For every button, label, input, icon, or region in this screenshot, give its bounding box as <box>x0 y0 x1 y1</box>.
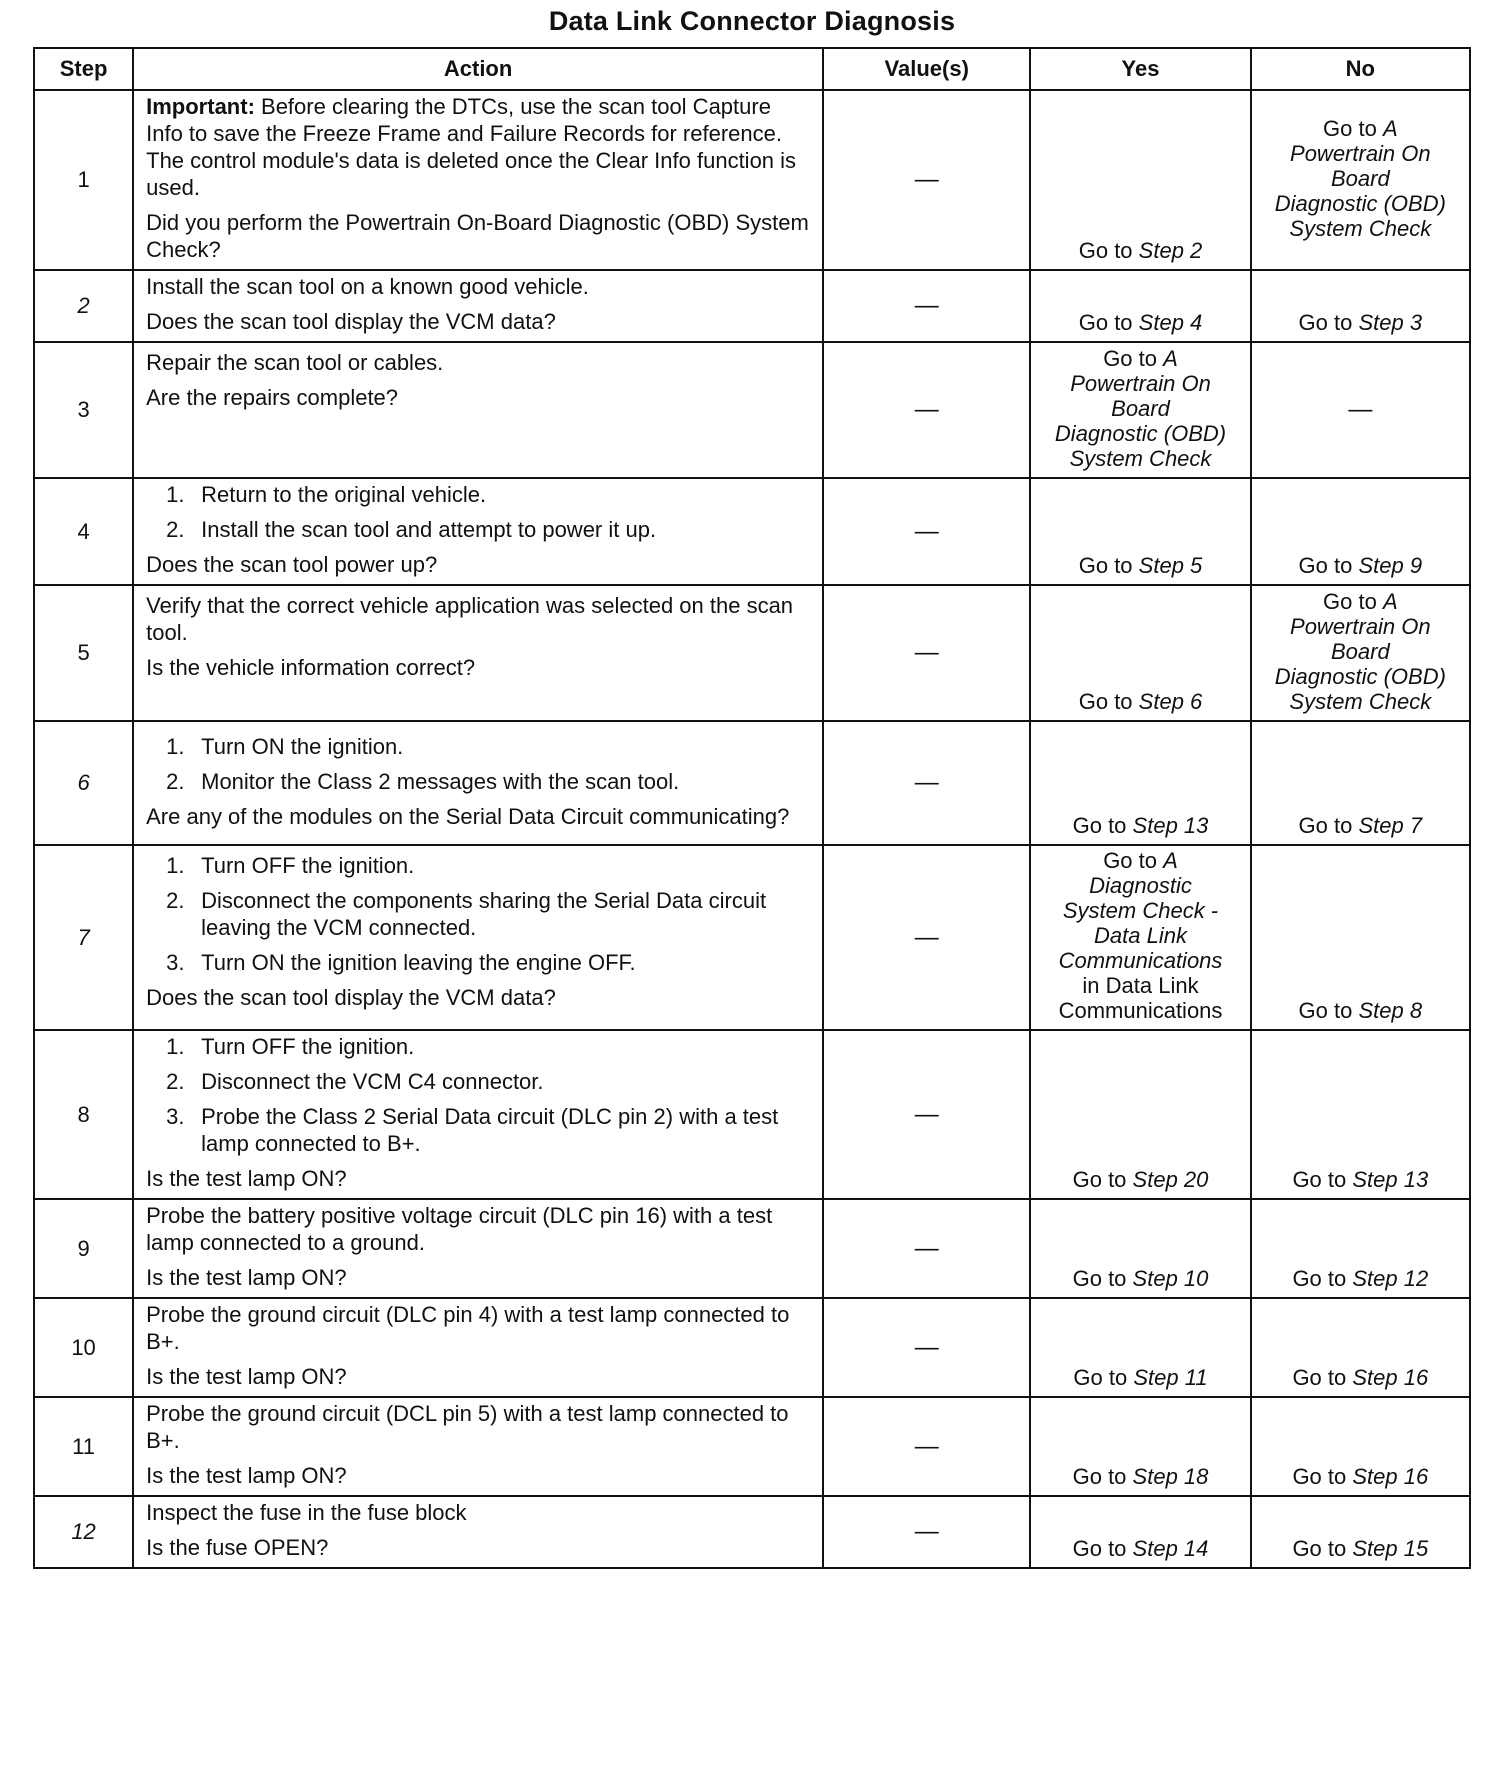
value-cell: — <box>823 1199 1030 1298</box>
question-text: Is the test lamp ON? <box>146 1265 347 1290</box>
step-number: 11 <box>34 1397 133 1496</box>
no-cell: — <box>1251 342 1470 478</box>
header-row <box>34 48 1470 90</box>
yes-cell <box>1030 270 1250 342</box>
action-cell <box>133 90 823 270</box>
no-cell <box>1251 585 1470 721</box>
value-cell: — <box>823 1496 1030 1568</box>
value-cell: — <box>823 270 1030 342</box>
goto-text: Go to <box>1298 553 1353 578</box>
yes-cell <box>1030 845 1250 1030</box>
diag-check-link[interactable]: System Check - <box>1062 898 1219 923</box>
goto-text: Go to <box>1078 238 1133 263</box>
goto-text: Go to <box>1072 1167 1127 1192</box>
step-number: 9 <box>34 1199 133 1298</box>
step-ref[interactable]: Step 14 <box>1132 1536 1209 1561</box>
header-values: Value(s) <box>823 48 1030 90</box>
goto-text: Go to <box>1292 1266 1347 1291</box>
step-ref[interactable]: Step 18 <box>1132 1464 1209 1489</box>
question-text: Is the fuse OPEN? <box>146 1535 329 1560</box>
list-item: 2. Disconnect the VCM C4 connector. <box>166 1069 544 1094</box>
table-row <box>34 1030 1470 1199</box>
table-row <box>34 845 1470 1030</box>
diag-check-link[interactable]: A <box>1163 848 1178 873</box>
action-cell <box>133 585 823 721</box>
goto-text: Go to <box>1072 1266 1127 1291</box>
action-list <box>146 1033 812 1157</box>
obd-check-link[interactable]: Diagnostic (OBD) <box>1274 190 1446 216</box>
diag-check-link[interactable]: Diagnostic <box>1089 873 1192 898</box>
goto-text: Go to <box>1073 1365 1128 1390</box>
goto-text: Go to <box>1078 553 1133 578</box>
step-number: 4 <box>34 478 133 585</box>
no-cell <box>1251 90 1470 270</box>
no-cell <box>1251 1397 1470 1496</box>
obd-check-link[interactable]: Powertrain On <box>1070 370 1211 396</box>
step-number: 3 <box>34 342 133 478</box>
goto-text: Go to <box>1292 1464 1347 1489</box>
step-ref[interactable]: Step 4 <box>1138 310 1203 335</box>
obd-check-link[interactable]: Board <box>1330 165 1390 191</box>
list-item: 2. Install the scan tool and attempt to power it up. <box>166 517 657 542</box>
yes-cell <box>1030 478 1250 585</box>
goto-text: Go to <box>1323 588 1377 614</box>
header-yes: Yes <box>1030 48 1250 90</box>
yes-cell <box>1030 1298 1250 1397</box>
list-item: 1. Turn OFF the ignition. <box>166 853 415 878</box>
action-text: Verify that the correct vehicle application was selected on the scan tool. <box>146 593 794 645</box>
action-cell <box>133 1030 823 1199</box>
question-text: Are any of the modules on the Serial Data Circuit communicating? <box>146 803 790 829</box>
value-cell: — <box>823 845 1030 1030</box>
action-text: Inspect the fuse in the fuse block <box>146 1500 467 1525</box>
goto-text: Go to <box>1298 813 1353 838</box>
goto-text: Go to <box>1298 310 1353 335</box>
question-text: Is the test lamp ON? <box>146 1463 347 1488</box>
no-cell <box>1251 270 1470 342</box>
value-cell: — <box>823 1030 1030 1199</box>
action-cell <box>133 478 823 585</box>
value-cell: — <box>823 90 1030 270</box>
step-ref[interactable]: Step 11 <box>1133 1365 1208 1390</box>
action-cell <box>133 1199 823 1298</box>
page-title: Data Link Connector Diagnosis <box>548 6 956 36</box>
goto-text: Go to <box>1103 345 1157 371</box>
no-cell <box>1251 1496 1470 1568</box>
value-cell: — <box>823 1298 1030 1397</box>
yes-cell <box>1030 721 1250 845</box>
value-cell: — <box>823 585 1030 721</box>
obd-check-link[interactable]: A <box>1163 345 1178 371</box>
step-ref[interactable]: Step 15 <box>1352 1536 1429 1561</box>
action-text: Probe the ground circuit (DLC pin 4) with a test lamp connected to B+. <box>146 1302 790 1354</box>
list-item: 3. Probe the Class 2 Serial Data circuit (DLC pin 2) with a test lamp connected to B+. <box>166 1104 779 1156</box>
yes-cell <box>1030 1397 1250 1496</box>
no-cell <box>1251 478 1470 585</box>
obd-check-link[interactable]: System Check <box>1289 688 1432 714</box>
table-row <box>34 90 1470 270</box>
no-cell <box>1251 1030 1470 1199</box>
step-number: 1 <box>34 90 133 270</box>
goto-text: Go to <box>1072 1464 1127 1489</box>
value-cell: — <box>823 721 1030 845</box>
obd-check-link[interactable]: System Check <box>1289 215 1432 241</box>
table-row <box>34 478 1470 585</box>
action-text: Probe the battery positive voltage circuit (DLC pin 16) with a test lamp connected to a ground. <box>146 1203 773 1255</box>
goto-text: Go to <box>1072 1536 1127 1561</box>
step-ref[interactable]: Step 16 <box>1352 1365 1429 1390</box>
goto-text: Go to <box>1103 848 1157 873</box>
action-text: Probe the ground circuit (DCL pin 5) with a test lamp connected to B+. <box>146 1401 789 1453</box>
action-cell <box>133 845 823 1030</box>
value-cell: — <box>823 1397 1030 1496</box>
obd-check-link[interactable]: Powertrain On <box>1290 140 1431 166</box>
step-ref[interactable]: Step 16 <box>1352 1464 1429 1489</box>
step-ref[interactable]: Step 12 <box>1352 1266 1429 1291</box>
action-cell <box>133 721 823 845</box>
yes-cell <box>1030 1030 1250 1199</box>
question-text: Does the scan tool display the VCM data? <box>146 309 556 334</box>
goto-text: Go to <box>1072 813 1127 838</box>
value-cell: — <box>823 342 1030 478</box>
obd-check-link[interactable]: Powertrain On <box>1290 613 1431 639</box>
diag-check-tail: in Data Link <box>1082 973 1199 998</box>
action-list <box>146 481 812 543</box>
yes-cell <box>1030 342 1250 478</box>
value-cell: — <box>823 478 1030 585</box>
table-row <box>34 1199 1470 1298</box>
header-action: Action <box>133 48 823 90</box>
yes-cell <box>1030 1199 1250 1298</box>
action-list <box>146 733 812 795</box>
no-cell <box>1251 721 1470 845</box>
question-text: Is the test lamp ON? <box>146 1364 347 1389</box>
important-note <box>146 93 812 201</box>
no-cell <box>1251 845 1470 1030</box>
step-number: 10 <box>34 1298 133 1397</box>
yes-cell <box>1030 1496 1250 1568</box>
goto-text: Go to <box>1298 998 1353 1023</box>
step-ref[interactable]: Step 20 <box>1132 1167 1209 1192</box>
goto-text: Go to <box>1078 689 1133 714</box>
step-ref[interactable]: Step 7 <box>1358 813 1423 838</box>
question-text: Does the scan tool power up? <box>146 552 438 577</box>
action-cell <box>133 1298 823 1397</box>
step-number: 12 <box>34 1496 133 1568</box>
table-row <box>34 1298 1470 1397</box>
step-ref[interactable]: Step 5 <box>1138 553 1203 578</box>
important-text: Before clearing the DTCs, use the scan tool Capture Info to save the Freeze Frame and Failure Records for reference. The control module's data is deleted once the Clear Info function is used. <box>146 94 797 200</box>
action-cell <box>133 342 823 478</box>
diag-check-link[interactable]: Communications <box>1058 948 1223 973</box>
step-ref[interactable]: Step 9 <box>1358 553 1423 578</box>
obd-check-link[interactable]: A <box>1382 115 1398 141</box>
table-row <box>34 1397 1470 1496</box>
list-item: 1. Turn OFF the ignition. <box>166 1034 415 1059</box>
obd-check-link[interactable]: System Check <box>1069 445 1212 471</box>
yes-cell <box>1030 585 1250 721</box>
action-text: Install the scan tool on a known good vehicle. <box>146 274 589 299</box>
goto-text: Go to <box>1078 310 1133 335</box>
question-text: Does the scan tool display the VCM data? <box>146 985 556 1010</box>
table-row <box>34 270 1470 342</box>
goto-text: Go to <box>1323 115 1377 141</box>
step-ref[interactable]: Step 10 <box>1132 1266 1209 1291</box>
diagnosis-table <box>33 47 1471 1569</box>
obd-check-link[interactable]: Board <box>1111 395 1170 421</box>
header-step: Step <box>34 48 133 90</box>
list-item: 2. Disconnect the components sharing the Serial Data circuit leaving the VCM connected. <box>166 888 767 940</box>
step-ref[interactable]: Step 13 <box>1352 1167 1429 1192</box>
table-row <box>34 585 1470 721</box>
list-item: 3. Turn ON the ignition leaving the engine OFF. <box>166 950 636 975</box>
goto-text: Go to <box>1292 1167 1347 1192</box>
action-cell <box>133 1496 823 1568</box>
step-ref[interactable]: Step 6 <box>1138 689 1203 714</box>
list-item: 1. Turn ON the ignition. <box>166 733 404 759</box>
list-item: 1. Return to the original vehicle. <box>166 482 487 507</box>
yes-cell <box>1030 90 1250 270</box>
table-row <box>34 342 1470 478</box>
question-text: Is the test lamp ON? <box>146 1166 347 1191</box>
no-cell <box>1251 1199 1470 1298</box>
question-text: Are the repairs complete? <box>146 385 399 410</box>
obd-check-link[interactable]: Diagnostic (OBD) <box>1054 420 1227 446</box>
step-number: 5 <box>34 585 133 721</box>
no-cell <box>1251 1298 1470 1397</box>
step-number: 2 <box>34 270 133 342</box>
action-cell <box>133 1397 823 1496</box>
step-number: 8 <box>34 1030 133 1199</box>
step-ref[interactable]: Step 8 <box>1358 998 1423 1023</box>
important-label: Important: <box>146 94 255 119</box>
action-cell <box>133 270 823 342</box>
step-ref[interactable]: Step 13 <box>1132 813 1209 838</box>
question-text: Did you perform the Powertrain On-Board Diagnostic (OBD) System Check? <box>146 210 809 262</box>
action-text: Repair the scan tool or cables. <box>146 350 444 375</box>
header-no: No <box>1251 48 1470 90</box>
diag-check-link[interactable]: Data Link <box>1094 923 1187 948</box>
step-ref[interactable]: Step 2 <box>1138 238 1203 263</box>
step-ref[interactable]: Step 3 <box>1358 310 1423 335</box>
diag-check-tail: Communications <box>1058 998 1223 1023</box>
question-text: Is the vehicle information correct? <box>146 655 476 680</box>
step-number: 6 <box>34 721 133 845</box>
obd-check-link[interactable]: Board <box>1330 638 1390 664</box>
table-row <box>34 721 1470 845</box>
action-list <box>146 852 812 976</box>
goto-text: Go to <box>1292 1365 1347 1390</box>
obd-check-link[interactable]: A <box>1382 588 1398 614</box>
list-item: 2. Monitor the Class 2 messages with the scan tool. <box>166 768 680 794</box>
goto-text: Go to <box>1292 1536 1347 1561</box>
step-number: 7 <box>34 845 133 1030</box>
obd-check-link[interactable]: Diagnostic (OBD) <box>1274 663 1446 689</box>
table-row <box>34 1496 1470 1568</box>
